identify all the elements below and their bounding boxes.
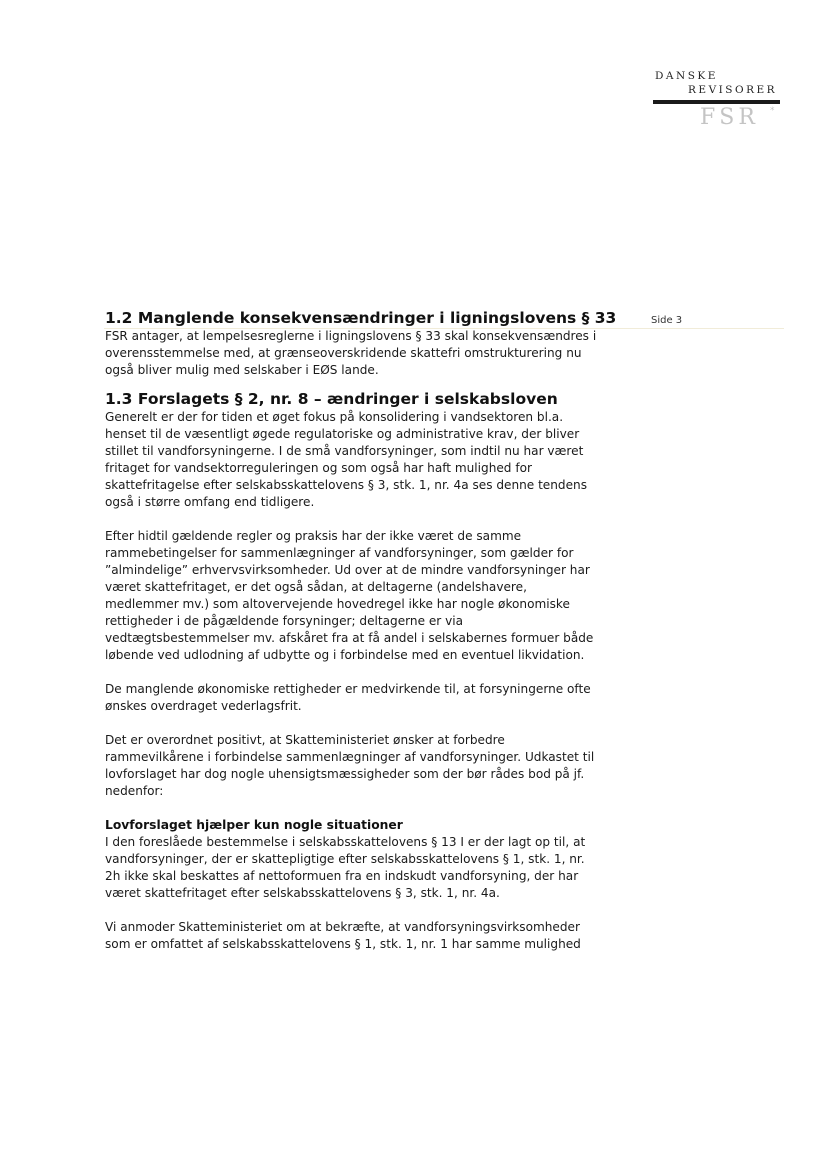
text-line: vandforsyninger, der er skattepligtige efter selskabsskattelovens § 1, stk. 1, nr. (105, 852, 585, 866)
section-1-3-paragraph-2 (105, 528, 625, 664)
text-line: rettigheder i de pågældende forsyninger; deltagerne er via (105, 614, 464, 628)
text-line: skattefritagelse efter selskabsskattelovens § 3, stk. 1, nr. 4a ses denne tendens (105, 478, 587, 492)
section-1-2-heading: 1.2 Manglende konsekvensændringer i ligningslovens § 33 (105, 309, 617, 327)
logo-fsr-mark: FSR (700, 105, 759, 130)
text-line: Det er overordnet positivt, at Skatteministeriet ønsker at forbedre (105, 733, 505, 747)
text-line: Vi anmoder Skatteministeriet om at bekræfte, at vandforsyningsvirksomheder (105, 920, 580, 934)
text-line: De manglende økonomiske rettigheder er medvirkende til, at forsyningerne ofte (105, 682, 591, 696)
section-1-3-heading: 1.3 Forslagets § 2, nr. 8 – ændringer i selskabsloven (105, 390, 558, 408)
text-line: rammevilkårene i forbindelse sammenlægninger af vandforsyninger. Udkastet til (105, 750, 595, 764)
text-line: stillet til vandforsyningerne. I de små vandforsyninger, som indtil nu har været (105, 444, 584, 458)
text-line: overensstemmelse med, at grænseoverskridende skattefri omstrukturering nu (105, 346, 582, 360)
section-subheading: Lovforslaget hjælper kun nogle situationer (105, 818, 403, 832)
text-line: ønskes overdraget vederlagsfrit. (105, 699, 302, 713)
text-line: I den foreslåede bestemmelse i selskabsskattelovens § 13 I er der lagt op til, at (105, 835, 586, 849)
section-1-3-paragraph-5 (105, 834, 625, 902)
logo-bar (653, 100, 780, 104)
text-line: også i større omfang end tidligere. (105, 495, 315, 509)
text-line: ”almindelige” erhvervsvirksomheder. Ud over at de mindre vandforsyninger har (105, 563, 590, 577)
document-body (105, 308, 625, 953)
text-line: fritaget for vandsektorreguleringen og som også har haft mulighed for (105, 461, 532, 475)
logo-line-danske: DANSKE (655, 70, 718, 82)
text-line: FSR antager, at lempelsesreglerne i ligningslovens § 33 skal konsekvensændres i (105, 329, 597, 343)
text-line: nedenfor: (105, 784, 164, 798)
text-line: medlemmer mv.) som altovervejende hovedregel ikke har nogle økonomiske (105, 597, 570, 611)
text-line: været skattefritaget efter selskabsskattelovens § 3, stk. 1, nr. 4a. (105, 886, 500, 900)
section-1-3-paragraph-3 (105, 681, 625, 715)
text-line: som er omfattet af selskabsskattelovens § 1, stk. 1, nr. 1 har samme mulighed (105, 937, 581, 951)
section-1-3-paragraph-4 (105, 732, 625, 800)
text-line: løbende ved udlodning af udbytte og i forbindelse med en eventuel likvidation. (105, 648, 585, 662)
text-line: 2h ikke skal beskattes af nettoformuen fra en indskudt vandforsyning, der har (105, 869, 579, 883)
text-line: vedtægtsbestemmelser mv. afskåret fra at få andel i selskabernes formuer både (105, 631, 594, 645)
text-line: været skattefritaget, er det også sådan, at deltagerne (andelshavere, (105, 580, 527, 594)
text-line: Generelt er der for tiden et øget fokus på konsolidering i vandsektoren bl.a. (105, 410, 564, 424)
text-line: Efter hidtil gældende regler og praksis har der ikke været de samme (105, 529, 522, 543)
text-line: rammebetingelser for sammenlægninger af vandforsyninger, som gælder for (105, 546, 574, 560)
text-line: henset til de væsentligt øgede regulatoriske og administrative krav, der bliver (105, 427, 580, 441)
logo-line-revisorer: REVISORER (688, 84, 778, 96)
logo-star-mark: * (770, 106, 775, 116)
text-line: også bliver mulig med selskaber i EØS lande. (105, 363, 379, 377)
section-1-3-paragraph-1 (105, 409, 625, 511)
page-number: Side 3 (651, 315, 683, 326)
danske-revisorer-fsr-logo (640, 70, 780, 132)
section-1-2-paragraph (105, 328, 625, 379)
section-1-3-paragraph-6 (105, 919, 625, 953)
text-line: lovforslaget har dog nogle uhensigtsmæssigheder som der bør rådes bod på jf. (105, 767, 585, 781)
